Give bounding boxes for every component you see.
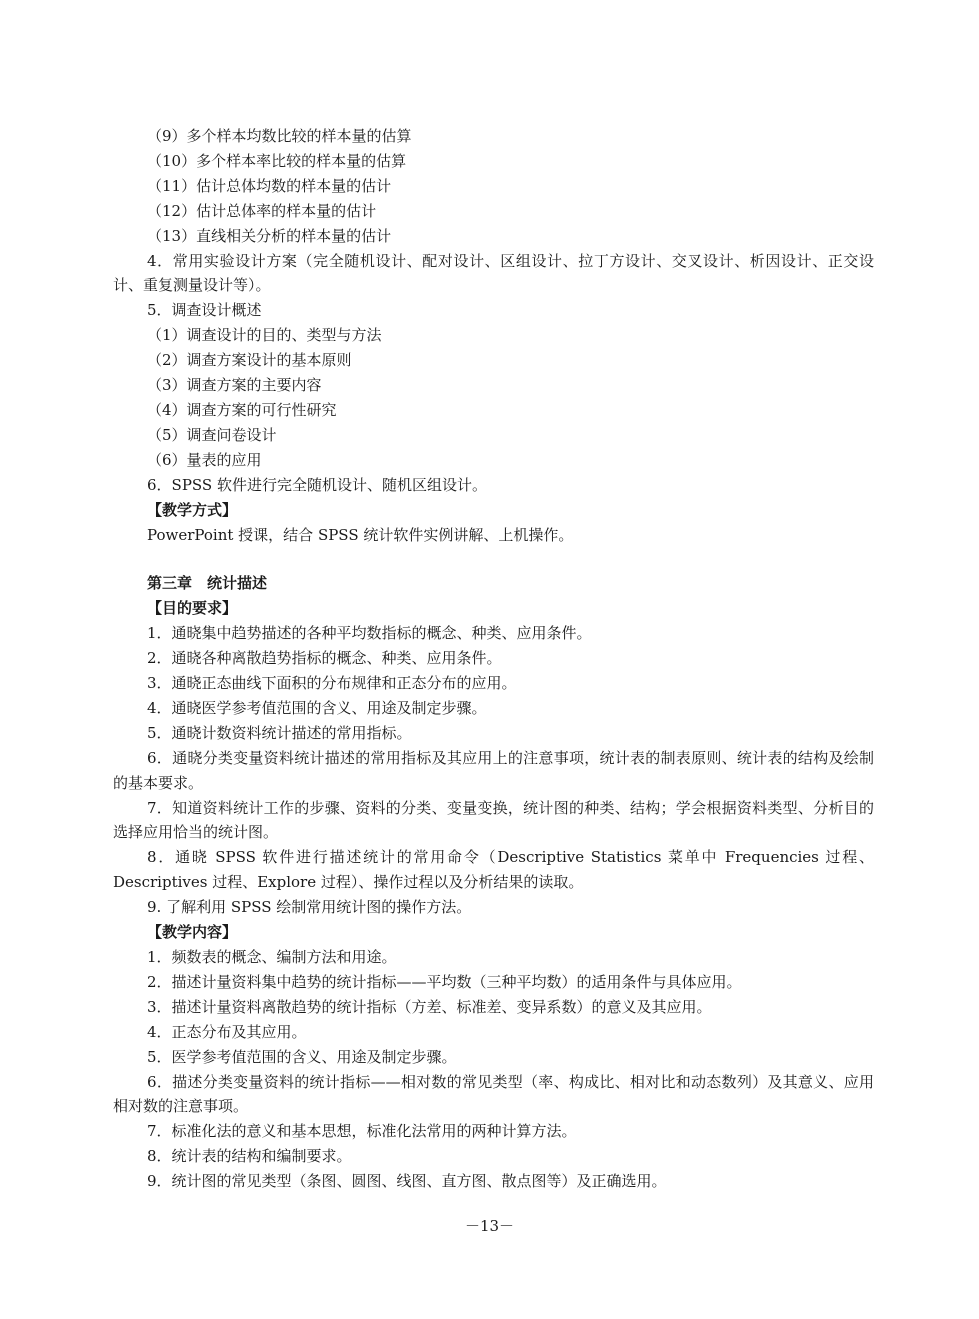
paragraph: 6．通晓分类变量资料统计描述的常用指标及其应用上的注意事项，统计表的制表原则、统计表的结构及绘制的基本要求。 [113,748,874,792]
section-heading: 【目的要求】 [147,599,238,618]
text-line: 8．统计表的结构和编制要求。 [147,1147,352,1166]
text-line: 5．通晓计数资料统计描述的常用指标。 [147,723,412,742]
text-line: 4．通晓医学参考值范围的含义、用途及制定步骤。 [147,698,487,717]
section-heading: 【教学方式】 [147,500,238,519]
text-line: 5．医学参考值范围的含义、用途及制定步骤。 [147,1047,457,1066]
text-line: 1．通晓集中趋势描述的各种平均数指标的概念、种类、应用条件。 [147,624,592,643]
text-line: 3．通晓正态曲线下面积的分布规律和正态分布的应用。 [147,674,517,693]
text-line: （9）多个样本均数比较的样本量的估算 [147,127,412,145]
text-line: （6）量表的应用 [147,450,262,469]
text-line: （10）多个样本率比较的样本量的估算 [147,151,407,170]
text-line: 3．描述计量资料离散趋势的统计指标（方差、标准差、变异系数）的意义及其应用。 [147,997,712,1016]
text-line: 1．频数表的概念、编制方法和用途。 [147,948,397,966]
section-heading: 【教学内容】 [147,923,238,942]
paragraph: 7．知道资料统计工作的步骤、资料的分类、变量变换，统计图的种类、结构；学会根据资料类型、分析目的选择应用恰当的统计图。 [113,798,874,842]
text-line: 2．描述计量资料集中趋势的统计指标——平均数（三种平均数）的适用条件与具体应用。 [147,972,742,991]
text-line: 6．SPSS 软件进行完全随机设计、随机区组设计。 [147,475,487,494]
text-line: 9．统计图的常见类型（条图、圆图、线图、直方图、散点图等）及正确选用。 [147,1172,667,1191]
text-line: 2．通晓各种离散趋势指标的概念、种类、应用条件。 [147,649,502,668]
text-line: 7．标准化法的意义和基本思想，标准化法常用的两种计算方法。 [147,1122,577,1141]
paragraph: 4．常用实验设计方案（完全随机设计、配对设计、区组设计、拉丁方设计、交叉设计、析因设计、正交设计、重复测量设计等）。 [113,251,874,295]
paragraph: 6．描述分类变量资料的统计指标——相对数的常见类型（率、构成比、相对比和动态数列）及其意义、应用相对数的注意事项。 [113,1072,874,1116]
text-line: （1）调查设计的目的、类型与方法 [147,326,382,345]
text-line: （3）调查方案的主要内容 [147,376,322,395]
text-line: 4．正态分布及其应用。 [147,1022,307,1041]
text-line: （4）调查方案的可行性研究 [147,400,337,419]
text-line: （13）直线相关分析的样本量的估计 [147,226,392,245]
chapter-title: 第三章 统计描述 [147,574,268,593]
text-line: PowerPoint 授课，结合 SPSS 统计软件实例讲解、上机操作。 [147,525,574,544]
spacer [113,547,874,571]
paragraph: 8．通晓 SPSS 软件进行描述统计的常用命令（Descriptive Statistics 菜单中 Frequencies 过程、Descriptives 过程、Explore 过程）、操作过程以及分析结果的读取。 [113,848,874,892]
text-line: （11）估计总体均数的样本量的估计 [147,176,392,195]
text-line: 9. 了解利用 SPSS 绘制常用统计图的操作方法。 [147,898,472,917]
page-number: －13－ [464,1217,515,1235]
text-line: （5）调查问卷设计 [147,425,277,444]
text-line: 5．调查设计概述 [147,301,262,320]
text-line: （12）估计总体率的样本量的估计 [147,201,377,220]
text-line: （2）调查方案设计的基本原则 [147,351,352,370]
